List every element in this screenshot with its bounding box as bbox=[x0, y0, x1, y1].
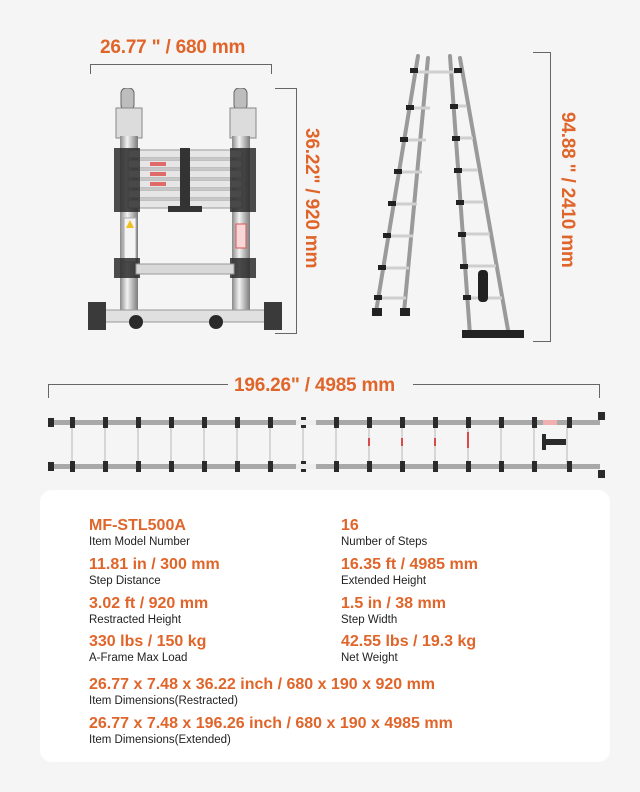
retracted-width-label: 26.77 " / 680 mm bbox=[100, 37, 246, 58]
spec-value: 330 lbs / 150 kg bbox=[89, 633, 207, 650]
spec-step-distance bbox=[89, 556, 220, 588]
spec-max-load bbox=[89, 633, 206, 665]
spec-label: A-Frame Max Load bbox=[89, 652, 188, 664]
spec-retracted-height bbox=[89, 595, 208, 627]
spec-dimensions-retracted bbox=[89, 676, 435, 708]
spec-net-weight bbox=[341, 633, 476, 665]
spec-label: Item Dimensions(Restracted) bbox=[89, 695, 238, 707]
spec-value: MF-STL500A bbox=[89, 517, 186, 534]
spec-label: Step Width bbox=[341, 614, 398, 626]
spec-value: 16.35 ft / 4985 mm bbox=[341, 556, 478, 573]
a-frame-ladder-image bbox=[370, 50, 530, 345]
spec-extended-height bbox=[341, 556, 478, 588]
retracted-height-label: 36.22" / 920 mm bbox=[301, 128, 322, 269]
spec-label: Item Dimensions(Extended) bbox=[89, 734, 231, 746]
spec-step-width bbox=[341, 595, 446, 627]
spec-label: Restracted Height bbox=[89, 614, 182, 626]
spec-value: 42.55 lbs / 19.3 kg bbox=[341, 633, 477, 650]
spec-panel bbox=[40, 490, 610, 762]
spec-dimensions-extended bbox=[89, 715, 453, 747]
spec-label: Net Weight bbox=[341, 652, 398, 664]
spec-value: 16 bbox=[341, 517, 359, 534]
spec-value: 26.77 x 7.48 x 36.22 inch / 680 x 190 x 920 mm bbox=[89, 676, 436, 693]
spec-value: 26.77 x 7.48 x 196.26 inch / 680 x 190 x 4985 mm bbox=[89, 715, 453, 732]
spec-model-number bbox=[89, 517, 190, 549]
aframe-height-bracket bbox=[533, 52, 551, 342]
spec-value: 3.02 ft / 920 mm bbox=[89, 595, 209, 612]
spec-label: Number of Steps bbox=[341, 536, 428, 548]
aframe-height-label: 94.88 " / 2410 mm bbox=[557, 112, 578, 268]
spec-value: 11.81 in / 300 mm bbox=[89, 556, 220, 573]
extended-length-label: 196.26" / 4985 mm bbox=[234, 375, 395, 396]
extended-ladder-image bbox=[48, 412, 613, 482]
spec-number-of-steps bbox=[341, 517, 427, 549]
retracted-ladder-image bbox=[88, 88, 284, 336]
spec-value: 1.5 in / 38 mm bbox=[341, 595, 446, 612]
spec-label: Step Distance bbox=[89, 575, 161, 587]
spec-label: Extended Height bbox=[341, 575, 427, 587]
width-bracket bbox=[90, 64, 272, 74]
spec-label: Item Model Number bbox=[89, 536, 190, 548]
